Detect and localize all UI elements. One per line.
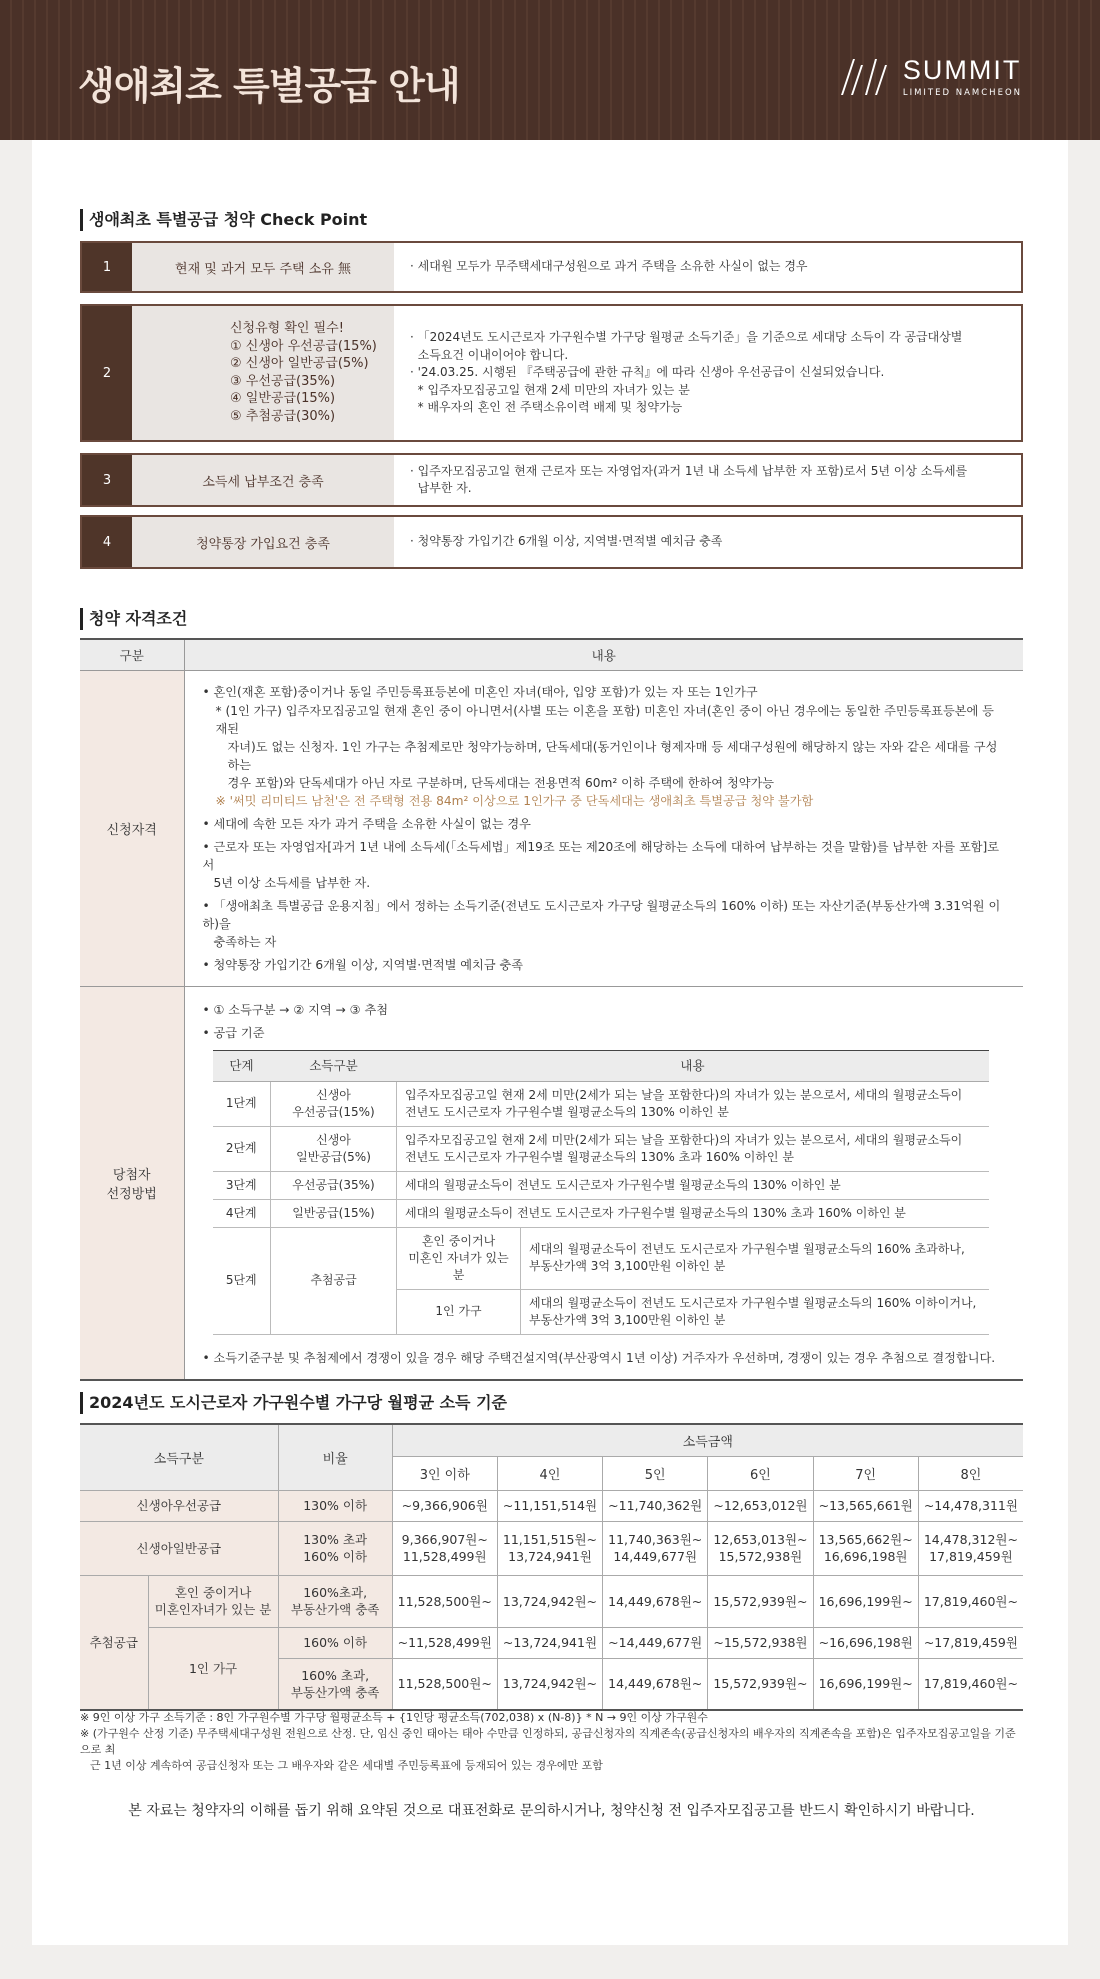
- amount-cell: ~16,696,198원: [813, 1627, 918, 1658]
- desc-cell: 세대의 월평균소득이 전년도 도시근로자 가구원수별 월평균소득의 130% 이하인 분: [397, 1171, 989, 1199]
- amount-cell: 16,696,199원~: [813, 1658, 918, 1710]
- table-row: 신청자격 • 혼인(재혼 포함)중이거나 동일 주민등록표등본에 미혼인 자녀(태아, 입양 포함)가 있는 자 또는 1인가구 * (1인 가구) 입주자모집공고일 현재 혼인 중이 아니면서(사별 또는 이혼을 포함) 미혼인 자녀(혼인 중이 아닌 경우에는 동일한 주민등록표등본에 등재된 자녀)도 없는 신청자. 1인 가구는 추첨제로만 청약가능하며, 단독세대(동거인이나 형제자매 등 세대구성원에 해당하지 않는 자와 같은 세대를 구성하는 경우 포함)와 단독세대가 아닌 자로 구분하며, 단독세대는 전용면적 60m² 이하 주택에 한하여 청약가능 ※ '써밋 리미티드 남천'은 전 주택형 전용 84m² 이상으로 1인가구 중 단독세대는 생애최초 특별공급 청약 불가함 • 세대에 속한 모든 자가 과거 주택을 소유한 사실이 없는 경우 • 근로자 또는 자영업자[과거 1년 내에 소득세(「소득세법」제19조 또는 제20조에 해당하는 소득에 대하여 납부하는 것을 말함)를 납부한 자를 포함]로서 5년 이상 소득세를 납부한 자. • 「생애최초 특별공급 운용지침」에서 정하는 소득기준(전년도 도시근로자 가구당 월평균소득의 160% 이하) 또는 자산기준(부동산가액 3.31억원 이하)을 충족하는 자 • 청약통장 가입기간 6개월 이상, 지역별·면적별 예치금 충족: [80, 670, 1023, 986]
- amount-line: 13,724,941원: [508, 1549, 592, 1564]
- checkpoint-desc: 소득요건 이내이어야 합니다.: [410, 347, 569, 362]
- col-income-type: 소득구분: [80, 1424, 278, 1490]
- amount-cell: ~12,653,012원: [708, 1490, 813, 1521]
- ratio-cell: [278, 1521, 392, 1575]
- checkpoint-desc: 납부한 자.: [410, 481, 472, 495]
- bullet-text: 소득기준구분 및 추첨제에서 경쟁이 있을 경우 해당 주택건설지역(부산광역시 1년 이상) 거주자가 우선하며, 경쟁이 있는 경우 추첨으로 결정합니다.: [213, 1350, 996, 1365]
- row-label-line: 미혼인자녀가 있는 분: [154, 1602, 272, 1617]
- highlight-note: ※ '써밋 리미티드 남천'은 전 주택형 전용 84m² 이상으로 1인가구 중 단독세대는 생애최초 특별공급 청약 불가함: [215, 793, 814, 808]
- bullet-text: 혼인(재혼 포함)중이거나 동일 주민등록표등본에 미혼인 자녀(태아, 입양 포함)가 있는 자 또는 1인가구: [213, 684, 758, 699]
- row-label: 신생아우선공급: [80, 1490, 278, 1521]
- type-line: 우선공급(15%): [292, 1104, 375, 1119]
- ratio-line: 130% 초과: [303, 1532, 368, 1547]
- checkpoint-desc: * 입주자모집공고일 현재 2세 미만의 자녀가 있는 분: [410, 382, 690, 397]
- table-row: [213, 1081, 989, 1126]
- checkpoint-desc: · 입주자모집공고일 현재 근로자 또는 자영업자(과거 1년 내 소득세 납부한 자 포함)로서 5년 이상 소득세를: [410, 463, 968, 478]
- amount-cell: ~13,565,661원: [813, 1490, 918, 1521]
- amount-line: 17,819,459원: [929, 1549, 1013, 1564]
- income-section-title: 2024년도 도시근로자 가구원수별 가구당 월평균 소득 기준: [80, 1392, 507, 1414]
- amount-cell: [392, 1521, 497, 1575]
- amount-cell: 14,449,678원~: [603, 1658, 708, 1710]
- header-banner: [0, 0, 1100, 140]
- checkpoint-desc: · '24.03.25. 시행된 『주택공급에 관한 규칙』에 따라 신생아 우선공급이 신설되었습니다.: [410, 365, 885, 380]
- row-label: 신청자격: [80, 670, 184, 986]
- col-desc: 내용: [397, 1050, 989, 1081]
- desc-line: 전년도 도시근로자 가구원수별 월평균소득의 130% 이하인 분: [405, 1104, 729, 1119]
- checkpoint-number: 3: [82, 455, 132, 505]
- sub-type-cell: 1인 가구: [397, 1289, 521, 1334]
- footnote: ※ (가구원수 산정 기준) 무주택세대구성원 전원으로 산정. 단, 임신 중인 태아는 태아 수만큼 인정하되, 공급신청자의 직계존속(공급신청자의 배우자의 직계존속을 포함)은 입주자모집공고일을 기준으로 최: [80, 1727, 1016, 1756]
- checkpoint-desc: · 청약통장 가입기간 6개월 이상, 지역별·면적별 예치금 충족: [410, 534, 723, 549]
- bullet-text: 세대에 속한 모든 자가 과거 주택을 소유한 사실이 없는 경우: [213, 816, 531, 831]
- amount-cell: 15,572,939원~: [708, 1575, 813, 1627]
- stage-cell: 5단계: [213, 1227, 271, 1334]
- col-household-size: 7인: [813, 1456, 918, 1490]
- type-line: 일반공급(5%): [296, 1149, 371, 1164]
- content-sheet: [32, 140, 1068, 1945]
- label-line: 신청유형 확인 필수!: [230, 321, 344, 336]
- amount-cell: 13,724,942원~: [497, 1658, 602, 1710]
- type-cell: [271, 1126, 397, 1171]
- col-stage: 단계: [213, 1050, 271, 1081]
- ratio-line: 부동산가액 충족: [290, 1684, 380, 1700]
- ratio-cell: [278, 1575, 392, 1627]
- desc-cell: [521, 1227, 989, 1289]
- page-title: 생애최초 특별공급 안내: [78, 64, 460, 108]
- table-row: [80, 1575, 1023, 1627]
- amount-line: 11,151,515원~: [502, 1532, 598, 1547]
- sub-type-line: 혼인 중이거나: [421, 1233, 496, 1248]
- amount-cell: 17,819,460원~: [918, 1658, 1023, 1710]
- amount-cell: ~11,151,514원: [497, 1490, 602, 1521]
- desc-line: 세대의 월평균소득이 전년도 도시근로자 가구원수별 월평균소득의 160% 초과하나,: [529, 1242, 965, 1256]
- disclaimer: 본 자료는 청약자의 이해를 돕기 위해 요약된 것으로 대표전화로 문의하시거나, 청약신청 전 입주자모집공고를 반드시 확인하시기 바랍니다.: [128, 1803, 975, 1819]
- label-line: ④ 일반공급(15%): [230, 391, 336, 406]
- logo-main-text: SUMMIT: [902, 55, 1022, 85]
- desc-line: 입주자모집공고일 현재 2세 미만(2세가 되는 날을 포함한다)의 자녀가 있는 분으로서, 세대의 월평균소득이: [405, 1132, 963, 1147]
- amount-cell: [813, 1521, 918, 1575]
- amount-cell: 17,819,460원~: [918, 1575, 1023, 1627]
- bullet-text: 공급 기준: [213, 1025, 265, 1040]
- footnote: ※ 9인 이상 가구 소득기준 : 8인 가구원수별 가구당 월평균소득 + {1인당 평균소득(702,038) x (N-8)} * N → 9인 이상 가구원수: [80, 1711, 708, 1724]
- amount-line: 14,478,312원~: [923, 1532, 1018, 1547]
- type-cell: 우선공급(35%): [271, 1171, 397, 1199]
- desc-cell: [397, 1126, 989, 1171]
- stage-cell: 1단계: [213, 1081, 271, 1126]
- footnote: 근 1년 이상 계속하여 공급신청자 또는 그 배우자와 같은 세대별 주민등록표에 등재되어 있는 경우에만 포함: [90, 1759, 603, 1772]
- ratio-line: 부동산가액 충족: [290, 1602, 380, 1617]
- amount-cell: 11,528,500원~: [392, 1658, 497, 1710]
- label-line: ③ 우선공급(35%): [230, 373, 336, 389]
- desc-cell: [521, 1289, 989, 1334]
- col-ratio: 비율: [278, 1424, 392, 1490]
- row-label-line: 혼인 중이거나: [174, 1585, 252, 1600]
- amount-cell: ~17,819,459원: [918, 1627, 1023, 1658]
- row-label-line: 선정방법: [106, 1186, 157, 1202]
- desc-line: 부동산가액 3억 3,100만원 이하인 분: [529, 1259, 726, 1273]
- amount-line: 13,565,662원~: [818, 1532, 913, 1547]
- ratio-line: 160%초과,: [303, 1585, 368, 1600]
- amount-cell: [603, 1521, 708, 1575]
- amount-line: 14,449,677원: [613, 1549, 698, 1564]
- amount-cell: [708, 1521, 813, 1575]
- qualification-section-title: 청약 자격조건: [80, 608, 187, 630]
- checkpoint-number: 1: [82, 243, 132, 291]
- table-row: 당첨자 선정방법 • ① 소득구분 → ② 지역 → ③ 추첨 • 공급 기준 단계 소득구분 내용 1단계 신생아 우선공급(15%) 입주자모집공고일 현재 2세 미만(2세가 되는 날을 포함한다)의 자녀가 있는 분으로서, 세대의 월평균소득이 전년도 도시근로자 가구원수별 월평균소득의 130% 이하인 분 2단계 신생아 일반공급(5%) 입주자모집공고일 현재 2세 미만(2세가 되는 날을 포함한다)의 자녀가 있는 분으로서, 세대의 월평균소득이 전년도 도시근로자 가구원수별 월평균소득의 130% 초과 160% 이하인 분 3단계 우선공급(35%) 세대의 월평균소득이 전년도 도시근로자 가구원수별 월평균소득의 130% 이하인 분 4단계 일반공급(15%) 세대의 월평균소득이 전년도 도시근로자 가구원수별 월평균소득의 130% 초과 160% 이하인 분 5단계 추첨공급 혼인 중이거나 미혼인 자녀가 있는분 세대의 월평균소득이 전년도 도시근로자 가구원수별 월평균소득의 160% 초과하나, 부동산가액 3억 3,100만원 이하인 분 1인 가구 세대의 월평균소득이 전년도 도시근로자 가구원수별 월평균소득의 160% 이하이거나, 부동산가액 3억 3,100만원 이하인 분 • 소득기준구분 및 추첨제에서 경쟁이 있을 경우 해당 주택건설지역(부산광역시 1년 이상) 거주자가 우선하며, 경쟁이 있는 경우 추첨으로 결정합니다.: [80, 986, 1023, 1380]
- amount-cell: 15,572,939원~: [708, 1658, 813, 1710]
- desc-line: 입주자모집공고일 현재 2세 미만(2세가 되는 날을 포함한다)의 자녀가 있는 분으로서, 세대의 월평균소득이: [405, 1087, 963, 1102]
- row-group-label: 추첨공급: [80, 1575, 148, 1710]
- desc-line: 세대의 월평균소득이 전년도 도시근로자 가구원수별 월평균소득의 160% 이하이거나,: [529, 1295, 977, 1310]
- footnotes: [80, 1710, 1023, 1774]
- amount-cell: 13,724,942원~: [497, 1575, 602, 1627]
- type-cell: [271, 1081, 397, 1126]
- table-row: [213, 1171, 989, 1199]
- stage-cell: 4단계: [213, 1199, 271, 1227]
- checkpoint-item-1: [80, 241, 1023, 293]
- bullet-text: 청약통장 가입기간 6개월 이상, 지역별·면적별 예치금 충족: [213, 957, 524, 972]
- col-category: 구분: [80, 639, 184, 670]
- bullet-text: 충족하는 자: [213, 934, 277, 949]
- desc-cell: 세대의 월평균소득이 전년도 도시근로자 가구원수별 월평균소득의 130% 초과 160% 이하인 분: [397, 1199, 989, 1227]
- sub-text: * (1인 가구) 입주자모집공고일 현재 혼인 중이 아니면서(사별 또는 이혼을 포함) 미혼인 자녀(혼인 중이 아닌 경우에는 동일한 주민등록표등본에 등재된: [215, 703, 994, 736]
- amount-line: 11,740,363원~: [608, 1532, 703, 1547]
- table-row: [80, 1521, 1023, 1575]
- bullet-text: 5년 이상 소득세를 납부한 자.: [213, 875, 371, 890]
- checkpoint-desc: · 「2024년도 도시근로자 가구원수별 가구당 월평균 소득기준」을 기준으로 세대당 소득이 각 공급대상별: [410, 330, 963, 345]
- amount-cell: ~15,572,938원: [708, 1627, 813, 1658]
- summit-logo-icon: [839, 57, 891, 97]
- checkpoint-label: 청약통장 가입요건 충족: [132, 517, 394, 567]
- checkpoint-item-4: [80, 515, 1023, 569]
- label-line: ① 신생아 우선공급(15%): [230, 338, 377, 354]
- col-household-size: 6인: [708, 1456, 813, 1490]
- bullet-text: 근로자 또는 자영업자[과거 1년 내에 소득세(「소득세법」제19조 또는 제20조에 해당하는 소득에 대하여 납부하는 것을 말함)를 납부한 자를 포함]로서: [202, 839, 1000, 872]
- type-cell: 추첨공급: [271, 1227, 397, 1334]
- amount-cell: ~14,478,311원: [918, 1490, 1023, 1521]
- supply-criteria-table: [213, 1050, 989, 1335]
- amount-cell: [497, 1521, 602, 1575]
- amount-cell: [918, 1521, 1023, 1575]
- sub-type-line: 미혼인 자녀가 있는분: [408, 1250, 509, 1282]
- amount-cell: ~9,366,906원: [392, 1490, 497, 1521]
- amount-line: 15,572,938원: [718, 1549, 803, 1564]
- sub-type-cell: [397, 1227, 521, 1289]
- table-row: [213, 1126, 989, 1171]
- checkpoint-desc: * 배우자의 혼인 전 주택소유이력 배제 및 청약가능: [410, 400, 683, 415]
- ratio-cell: [278, 1658, 392, 1710]
- logo-sub-text: LIMITED NAMCHEON: [902, 88, 1022, 98]
- row-label: 신생아일반공급: [80, 1521, 278, 1575]
- bullet-text: 「생애최초 특별공급 운용지침」에서 정하는 소득기준(전년도 도시근로자 가구당 월평균소득의 160% 이하) 또는 자산기준(부동산가액 3.31억원 이하)을: [202, 898, 1001, 931]
- ratio-line: 160% 이하: [303, 1549, 368, 1564]
- qualification-table: [80, 638, 1023, 1381]
- col-household-size: 4인: [497, 1456, 602, 1490]
- sub-text: 자녀)도 없는 신청자. 1인 가구는 추첨제로만 청약가능하며, 단독세대(동거인이나 형제자매 등 세대구성원에 해당하지 않는 자와 같은 세대를 구성하는: [227, 739, 998, 772]
- checkpoint-section-title: 생애최초 특별공급 청약 Check Point: [80, 209, 367, 231]
- col-household-size: 8인: [918, 1456, 1023, 1490]
- label-line: ⑤ 추첨공급(30%): [230, 408, 336, 424]
- amount-cell: 11,528,500원~: [392, 1575, 497, 1627]
- col-household-size: 3인 이하: [392, 1456, 497, 1490]
- checkpoint-number: 2: [82, 306, 132, 440]
- ratio-line: 160% 초과,: [301, 1667, 370, 1683]
- label-line: ② 신생아 일반공급(5%): [230, 356, 369, 371]
- col-amount: 소득금액: [392, 1424, 1023, 1456]
- amount-cell: ~14,449,677원: [603, 1627, 708, 1658]
- checkpoint-item-2: [80, 304, 1023, 442]
- col-household-size: 5인: [603, 1456, 708, 1490]
- desc-line: 전년도 도시근로자 가구원수별 월평균소득의 130% 초과 160% 이하인 분: [405, 1149, 794, 1164]
- row-label: 1인 가구: [148, 1627, 278, 1710]
- stage-cell: 2단계: [213, 1126, 271, 1171]
- table-row: [80, 1490, 1023, 1521]
- checkpoint-label: [132, 306, 394, 440]
- amount-line: 12,653,013원~: [713, 1532, 808, 1547]
- amount-cell: ~13,724,941원: [497, 1627, 602, 1658]
- desc-cell: [397, 1081, 989, 1126]
- checkpoint-item-3: [80, 453, 1023, 507]
- checkpoint-desc: · 세대원 모두가 무주택세대구성원으로 과거 주택을 소유한 사실이 없는 경우: [410, 259, 808, 274]
- row-label: [148, 1575, 278, 1627]
- income-table: [80, 1423, 1023, 1711]
- row-label-line: 당첨자: [112, 1167, 151, 1183]
- stage-cell: 3단계: [213, 1171, 271, 1199]
- row-label: [80, 986, 184, 1380]
- amount-cell: 14,449,678원~: [603, 1575, 708, 1627]
- amount-line: 9,366,907원~: [401, 1532, 488, 1547]
- amount-cell: 16,696,199원~: [813, 1575, 918, 1627]
- col-type: 소득구분: [271, 1050, 397, 1081]
- checkpoint-number: 4: [82, 517, 132, 567]
- table-row: [213, 1199, 989, 1227]
- desc-line: 부동산가액 3억 3,100만원 이하인 분: [529, 1312, 726, 1327]
- amount-cell: ~11,740,362원: [603, 1490, 708, 1521]
- type-line: 신생아: [316, 1087, 351, 1102]
- amount-cell: ~11,528,499원: [392, 1627, 497, 1658]
- ratio-cell: 160% 이하: [278, 1627, 392, 1658]
- type-cell: 일반공급(15%): [271, 1199, 397, 1227]
- ratio-cell: 130% 이하: [278, 1490, 392, 1521]
- amount-line: 16,696,198원: [823, 1549, 908, 1564]
- bullet-text: ① 소득구분 → ② 지역 → ③ 추첨: [213, 1002, 389, 1017]
- table-row: [80, 1627, 1023, 1658]
- checkpoint-label: 소득세 납부조건 충족: [132, 455, 394, 505]
- sub-text: 경우 포함)와 단독세대가 아닌 자로 구분하며, 단독세대는 전용면적 60m² 이하 주택에 한하여 청약가능: [227, 775, 775, 790]
- brand-logo: [839, 56, 1022, 98]
- amount-line: 11,528,499원: [402, 1549, 487, 1564]
- checkpoint-label: 현재 및 과거 모두 주택 소유 無: [132, 243, 394, 291]
- table-row: [213, 1227, 989, 1289]
- col-content: 내용: [184, 639, 1023, 670]
- type-line: 신생아: [316, 1132, 351, 1147]
